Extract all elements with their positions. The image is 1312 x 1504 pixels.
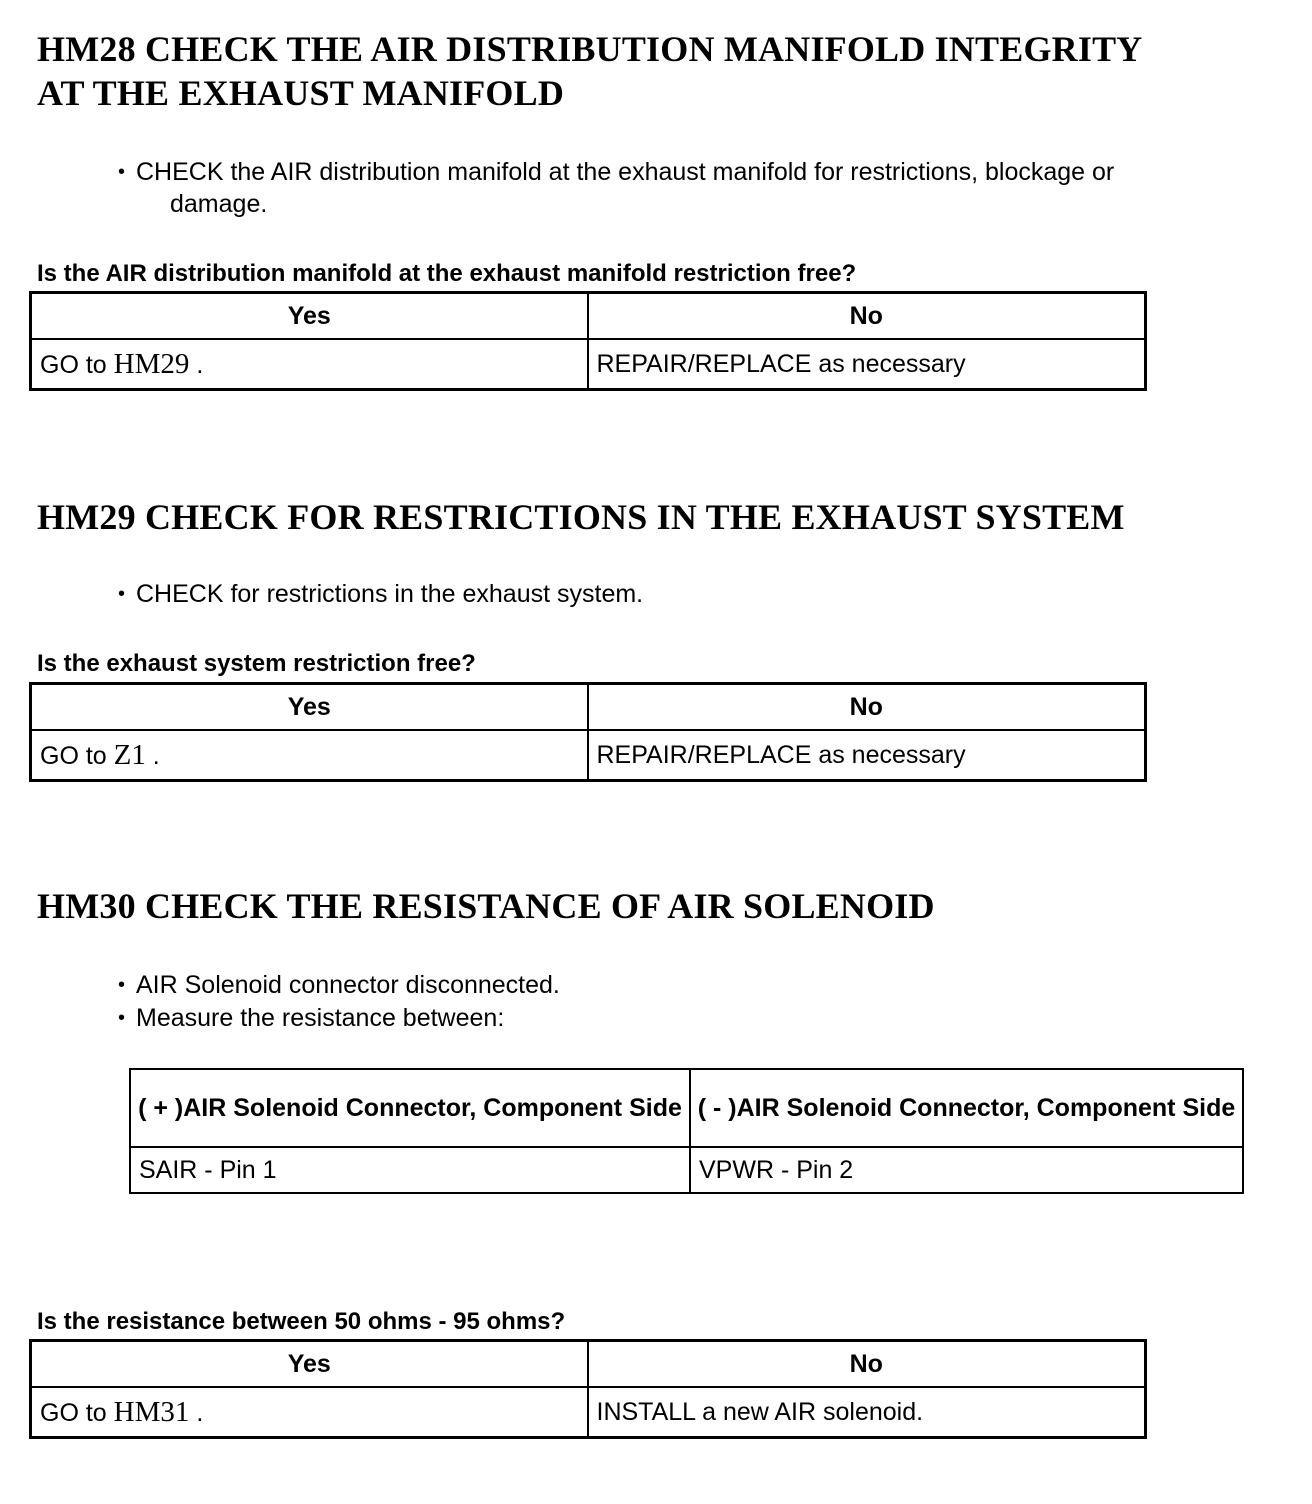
yes-header: Yes [31, 1341, 588, 1388]
bullet-text: Measure the resistance between: [136, 1004, 505, 1032]
heading-line: AT THE EXHAUST MANIFOLD [37, 73, 565, 113]
bullet-item [118, 156, 1114, 220]
yes-prefix: GO to [40, 741, 114, 770]
section-hm29-heading [37, 495, 1125, 539]
heading-line: HM30 CHECK THE RESISTANCE OF AIR SOLENOID [37, 886, 935, 926]
bullet-item [118, 578, 643, 610]
bullet-item [118, 969, 560, 1001]
goto-z1-link[interactable]: Z1 [113, 738, 146, 771]
bullet-text: CHECK the AIR distribution manifold at the exhaust manifold for restrictions, blockage or [136, 158, 1115, 186]
no-header: No [588, 293, 1146, 340]
section-hm28-answer-table [29, 291, 1147, 391]
negative-pin-cell: VPWR - Pin 2 [690, 1147, 1243, 1193]
section-hm29-answer-table [29, 682, 1147, 782]
positive-pin-cell: SAIR - Pin 1 [130, 1147, 690, 1193]
heading-line: HM28 CHECK THE AIR DISTRIBUTION MANIFOLD INTEGRITY [37, 29, 1143, 69]
section-hm28-question: Is the AIR distribution manifold at the exhaust manifold restriction free? [37, 260, 857, 287]
section-hm30-answer-table [29, 1339, 1147, 1439]
yes-prefix: GO to [40, 350, 114, 379]
yes-suffix: . [145, 741, 160, 770]
section-hm29-question: Is the exhaust system restriction free? [37, 650, 476, 677]
pin-measurement-table [129, 1068, 1244, 1194]
bullet-text: CHECK for restrictions in the exhaust system. [136, 580, 644, 608]
no-cell: REPAIR/REPLACE as necessary [588, 339, 1146, 390]
bullet-item [118, 1002, 504, 1034]
yes-suffix: . [189, 1398, 204, 1427]
bullet-icon: • [118, 583, 126, 605]
goto-hm31-link[interactable]: HM31 [113, 1395, 190, 1428]
bullet-icon: • [118, 161, 126, 183]
yes-header: Yes [31, 293, 588, 340]
bullet-icon: • [118, 974, 126, 996]
no-header: No [588, 684, 1146, 731]
no-header: No [588, 1341, 1146, 1388]
section-hm30-question: Is the resistance between 50 ohms - 95 ohms? [37, 1308, 566, 1335]
yes-prefix: GO to [40, 1398, 114, 1427]
negative-connector-header: ( - )AIR Solenoid Connector, Component Side [690, 1069, 1243, 1147]
heading-line: HM29 CHECK FOR RESTRICTIONS IN THE EXHAUST SYSTEM [37, 497, 1125, 537]
bullet-icon: • [118, 1007, 126, 1029]
bullet-text: AIR Solenoid connector disconnected. [136, 971, 560, 999]
yes-suffix: . [189, 350, 204, 379]
goto-hm29-link[interactable]: HM29 [113, 347, 190, 380]
yes-cell [31, 730, 588, 781]
yes-cell [31, 339, 588, 390]
no-cell: INSTALL a new AIR solenoid. [588, 1387, 1146, 1438]
bullet-text-continued: damage. [170, 190, 268, 218]
yes-cell [31, 1387, 588, 1438]
positive-connector-header: ( + )AIR Solenoid Connector, Component Side [130, 1069, 690, 1147]
no-cell: REPAIR/REPLACE as necessary [588, 730, 1146, 781]
yes-header: Yes [31, 684, 588, 731]
section-hm28-heading [37, 27, 1143, 115]
section-hm30-heading [37, 884, 935, 928]
